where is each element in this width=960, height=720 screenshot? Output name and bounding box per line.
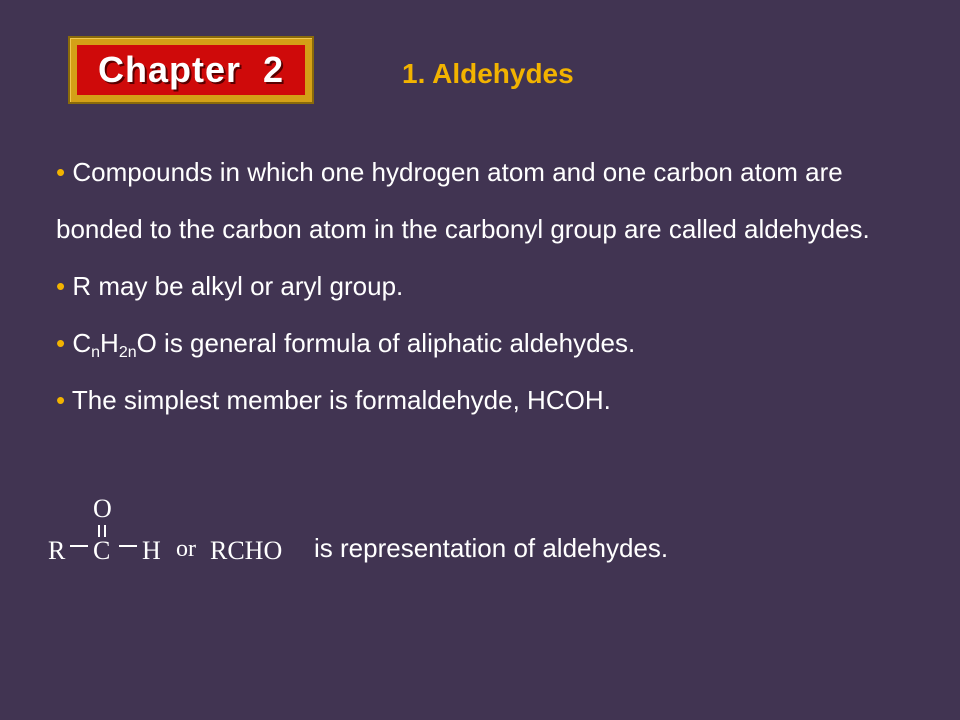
- condensed-formula: RCHO: [210, 536, 283, 565]
- bullet-text-1: Compounds in which one hydrogen atom and one carbon atom are bonded to the carbon atom in the carbonyl group are called aldehydes.: [56, 157, 870, 244]
- carbonyl-carbon: C: [93, 536, 111, 565]
- bullet-item-2: [56, 258, 916, 315]
- bullet-marker: •: [56, 328, 66, 358]
- r-group: R: [48, 536, 66, 565]
- or-text: or: [176, 536, 196, 562]
- formula-h: H: [100, 328, 119, 358]
- hydrogen-atom: H: [142, 536, 161, 565]
- bullet-item-3: [56, 315, 916, 372]
- bullet-marker: •: [56, 385, 66, 415]
- formula-c: C: [72, 328, 92, 358]
- oxygen-atom: O: [93, 494, 112, 523]
- bullet-list: [56, 144, 916, 429]
- bullet-marker: •: [56, 157, 66, 187]
- formula-subscript-2n: 2n: [118, 344, 137, 361]
- chapter-badge: [68, 36, 314, 104]
- bullet-item-1: [56, 144, 916, 258]
- bullet-item-4: [56, 372, 916, 429]
- bullet-text-3: O is general formula of aliphatic aldehydes.: [136, 328, 636, 358]
- chapter-badge-inner: [77, 45, 305, 95]
- bullet-marker: •: [56, 271, 66, 301]
- formula-subscript-n: n: [91, 344, 101, 361]
- bullet-text-4: The simplest member is formaldehyde, HCOH.: [71, 385, 611, 415]
- single-bond-right: [119, 545, 137, 547]
- aldehyde-structure-line: [48, 496, 918, 576]
- structure-description: is representation of aldehydes.: [314, 533, 669, 563]
- single-bond-left: [70, 545, 88, 547]
- section-title: 1. Aldehydes: [402, 58, 574, 89]
- bullet-text-2: R may be alkyl or aryl group.: [72, 271, 404, 301]
- chapter-label: Chapter 2: [97, 49, 285, 90]
